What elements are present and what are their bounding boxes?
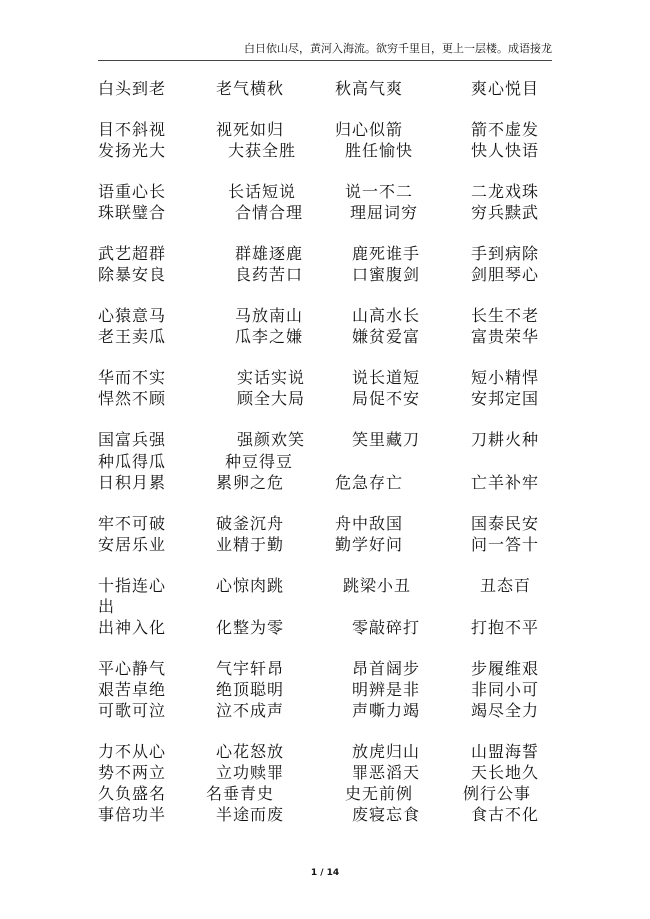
- idiom-cell: 竭尽全力: [471, 701, 540, 720]
- idiom-cell: 口蜜腹剑: [352, 265, 421, 284]
- idiom-cell: 鹿死谁手: [352, 244, 421, 263]
- idiom-cell: 山盟海誓: [471, 742, 540, 761]
- idiom-cell: 理屈词穷: [350, 203, 419, 222]
- idiom-cell: 跳梁小丑: [343, 576, 412, 595]
- idiom-cell: 危急存亡: [335, 473, 404, 492]
- idiom-cell: 化整为零: [216, 618, 285, 637]
- idiom-cell: 心猿意马: [98, 306, 167, 325]
- idiom-cell: 非同小可: [471, 680, 540, 699]
- idiom-cell: 力不从心: [98, 742, 167, 761]
- idiom-cell: 悍然不顾: [98, 389, 167, 408]
- idiom-cell: 明辨是非: [352, 680, 421, 699]
- idiom-cell: 富贵荣华: [471, 327, 540, 346]
- idiom-cell: 声嘶力竭: [352, 701, 421, 720]
- idiom-cell: 绝顶聪明: [216, 680, 285, 699]
- idiom-cell: 例行公事: [463, 784, 532, 803]
- idiom-cell: 牢不可破: [98, 514, 167, 533]
- header-title: 白日依山尽，黄河入海流。欲穷千里目，更上一层楼。成语接龙: [244, 42, 552, 55]
- idiom-cell: 废寝忘食: [352, 805, 421, 824]
- idiom-cell: 国泰民安: [471, 514, 540, 533]
- idiom-cell: 长话短说: [228, 182, 297, 201]
- idiom-cell: 罪恶滔天: [352, 763, 421, 782]
- idiom-cell: 视死如归: [216, 120, 285, 139]
- idiom-cell: 短小精悍: [471, 368, 540, 387]
- idiom-cell: 食古不化: [471, 805, 540, 824]
- idiom-cell: 笑里藏刀: [352, 430, 421, 449]
- idiom-cell: 穷兵黩武: [471, 203, 540, 222]
- idiom-cell: 种豆得豆: [225, 452, 294, 471]
- idiom-cell: 珠联璧合: [98, 203, 167, 222]
- idiom-cell: 天长地久: [471, 763, 540, 782]
- idiom-cell: 强颜欢笑: [237, 430, 306, 449]
- idiom-cell: 丑态百: [480, 576, 532, 595]
- idiom-cell: 可歌可泣: [98, 701, 167, 720]
- idiom-cell: 胜任愉快: [345, 141, 414, 160]
- idiom-cell: 名垂青史: [206, 784, 275, 803]
- idiom-cell: 大获全胜: [228, 141, 297, 160]
- idiom-cell: 气宇轩昂: [216, 659, 285, 678]
- idiom-cell: 爽心悦目: [471, 79, 540, 98]
- idiom-cell: 勤学好问: [335, 535, 404, 554]
- idiom-cell: 剑胆琴心: [471, 265, 540, 284]
- idiom-cell: 安邦定国: [471, 389, 540, 408]
- idiom-cell: 归心似箭: [335, 120, 404, 139]
- idiom-cell: 事倍功半: [98, 805, 167, 824]
- idiom-cell: 快人快语: [471, 141, 540, 160]
- idiom-cell: 武艺超群: [98, 244, 167, 263]
- idiom-cell: 业精于勤: [216, 535, 285, 554]
- idiom-cell: 马放南山: [235, 306, 304, 325]
- idiom-cell: 发扬光大: [98, 141, 167, 160]
- idiom-cell: 白头到老: [98, 79, 167, 98]
- idiom-cell: 昂首阔步: [352, 659, 421, 678]
- idiom-cell: 平心静气: [98, 659, 167, 678]
- idiom-cell: 累卵之危: [216, 473, 285, 492]
- idiom-cell: 艰苦卓绝: [98, 680, 167, 699]
- page-number: 1 / 14: [310, 868, 340, 878]
- idiom-cell: 合情合理: [235, 203, 304, 222]
- idiom-cell: 舟中敌国: [335, 514, 404, 533]
- idiom-cell: 半途而废: [216, 805, 285, 824]
- idiom-cell: 亡羊补牢: [471, 473, 540, 492]
- idiom-cell: 实话实说: [237, 368, 306, 387]
- idiom-cell: 说一不二: [345, 182, 414, 201]
- idiom-cell: 二龙戏珠: [471, 182, 540, 201]
- idiom-cell: 出神入化: [98, 618, 167, 637]
- idiom-cell: 老气横秋: [216, 79, 285, 98]
- idiom-cell: 瓜李之嫌: [235, 327, 304, 346]
- idiom-cell: 久负盛名: [98, 784, 167, 803]
- idiom-cell: 零敲碎打: [352, 618, 421, 637]
- idiom-cell: 手到病除: [471, 244, 540, 263]
- idiom-cell: 刀耕火种: [471, 430, 540, 449]
- idiom-cell: 山高水长: [352, 306, 421, 325]
- idiom-cell: 华而不实: [98, 368, 167, 387]
- idiom-cell: 问一答十: [471, 535, 540, 554]
- idiom-cell: 老王卖瓜: [98, 327, 167, 346]
- idiom-cell: 顾全大局: [237, 389, 306, 408]
- idiom-cell: 局促不安: [352, 389, 421, 408]
- idiom-cell: 十指连心: [98, 576, 167, 595]
- idiom-cell: 秋高气爽: [335, 79, 404, 98]
- idiom-cell: 日积月累: [98, 473, 167, 492]
- idiom-cell: 出: [98, 597, 116, 616]
- idiom-cell: 目不斜视: [98, 120, 167, 139]
- idiom-cell: 国富兵强: [98, 430, 167, 449]
- idiom-cell: 群雄逐鹿: [235, 244, 304, 263]
- idiom-cell: 打抱不平: [471, 618, 540, 637]
- idiom-cell: 语重心长: [98, 182, 167, 201]
- idiom-cell: 嫌贫爱富: [352, 327, 421, 346]
- idiom-cell: 破釜沉舟: [216, 514, 285, 533]
- idiom-cell: 心花怒放: [216, 742, 285, 761]
- idiom-cell: 史无前例: [345, 784, 414, 803]
- idiom-cell: 安居乐业: [98, 535, 167, 554]
- idiom-cell: 放虎归山: [352, 742, 421, 761]
- idiom-cell: 长生不老: [471, 306, 540, 325]
- idiom-cell: 步履维艰: [471, 659, 540, 678]
- idiom-cell: 箭不虚发: [471, 120, 540, 139]
- idiom-cell: 除暴安良: [98, 265, 167, 284]
- idiom-cell: 立功赎罪: [216, 763, 285, 782]
- idiom-cell: 种瓜得瓜: [98, 452, 167, 471]
- idiom-cell: 心惊肉跳: [216, 576, 285, 595]
- idiom-cell: 泣不成声: [216, 701, 285, 720]
- idiom-cell: 势不两立: [98, 763, 167, 782]
- idiom-cell: 良药苦口: [235, 265, 304, 284]
- idiom-cell: 说长道短: [352, 368, 421, 387]
